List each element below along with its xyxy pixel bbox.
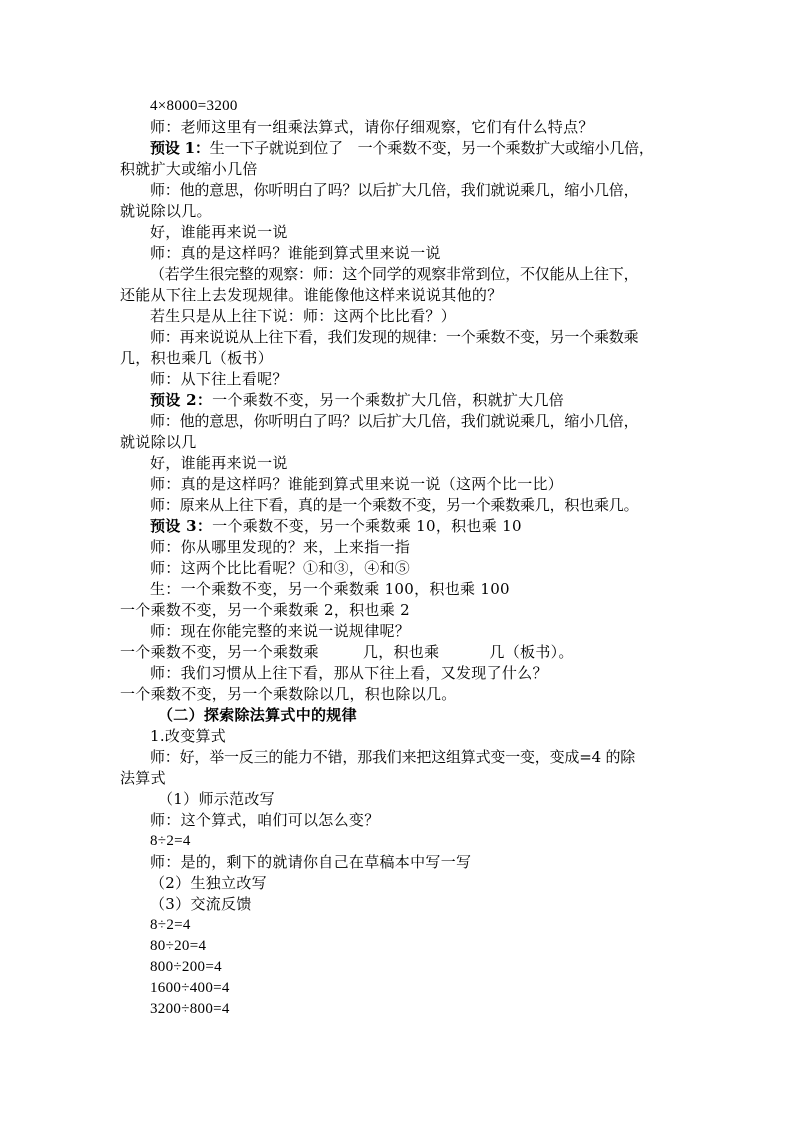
- text-line: 好，谁能再来说一说: [150, 223, 288, 241]
- text-line: 师：原来从上往下看，真的是一个乘数不变，另一个乘数乘几，积也乘几。: [150, 496, 639, 514]
- preset-text: 生一下子就说到位了 一个乘数不变，另一个乘数扩大或缩小几倍，: [209, 139, 654, 157]
- equation-line: 1600÷400=4: [150, 980, 230, 996]
- text-line: （1）师示范改写: [158, 790, 275, 808]
- text-line: 若生只是从上往下说：师：这两个比比看？）: [150, 307, 457, 325]
- text-line: 积就扩大或缩小几倍: [120, 160, 258, 178]
- equation-line: 8÷2=4: [150, 917, 191, 933]
- text-line: 师：老师这里有一组乘法算式，请你仔细观察，它们有什么特点？: [150, 118, 594, 136]
- equation-line: 4×8000=3200: [150, 98, 238, 114]
- preset-text: 一个乘数不变，另一个乘数扩大几倍，积就扩大几倍: [212, 391, 565, 409]
- text-line: 师：他的意思，你听明白了吗？以后扩大几倍，我们就说乘几，缩小几倍，: [150, 181, 639, 199]
- text-line: 师：这两个比比看呢？①和③，④和⑤: [150, 559, 411, 577]
- text-line: 师：是的，剩下的就请你自己在草稿本中写一写: [150, 853, 472, 871]
- preset-label: 预设 2：: [150, 391, 213, 409]
- section-heading: （二）探索除法算式中的规律: [158, 706, 357, 724]
- text-line: 一个乘数不变，另一个乘数除以几，积也除以几。: [120, 685, 457, 703]
- text-line: 1.改变算式: [150, 727, 227, 745]
- text-line: 几，积也乘几（板书）: [120, 349, 274, 367]
- text-line: 师：这个算式，咱们可以怎么变？: [150, 811, 380, 829]
- text-line: 师：再来说说从上往下看，我们发现的规律：一个乘数不变，另一个乘数乘: [150, 328, 639, 346]
- preset-label: 预设 3：: [150, 517, 213, 535]
- text-line: 师：现在你能完整的来说一说规律呢？: [150, 622, 411, 640]
- text-line: 一个乘数不变，另一个乘数乘 2，积也乘 2: [120, 601, 410, 619]
- text-line: 师：真的是这样吗？谁能到算式里来说一说（这两个比一比）: [150, 475, 564, 493]
- text-line: 师：你从哪里发现的？来，上来指一指: [150, 538, 411, 556]
- text-line: （若学生很完整的观察：师：这个同学的观察非常到位，不仅能从上往下，: [150, 265, 639, 283]
- text-line: （3）交流反馈: [150, 895, 252, 913]
- preset-line: [150, 390, 710, 410]
- preset-line: [150, 138, 710, 158]
- text-line: 师：真的是这样吗？谁能到算式里来说一说: [150, 244, 441, 262]
- text-line: 师：好，举一反三的能力不错，那我们来把这组算式变一变，变成=4 的除: [150, 748, 636, 766]
- text-line: 师：我们习惯从上往下看，那从下往上看，又发现了什么？: [150, 664, 548, 682]
- text-line: 就说除以几: [120, 433, 197, 451]
- text-line: （2）生独立改写: [150, 874, 267, 892]
- fill-in-line: [120, 642, 680, 662]
- text-line: 生：一个乘数不变，另一个乘数乘 100，积也乘 100: [150, 580, 510, 598]
- fill-in-part: 一个乘数不变，另一个乘数乘: [120, 643, 319, 661]
- fill-in-part: 几（板书）。: [489, 643, 574, 661]
- text-line: 师：他的意思，你听明白了吗？以后扩大几倍，我们就说乘几，缩小几倍，: [150, 412, 639, 430]
- text-line: 好，谁能再来说一说: [150, 454, 288, 472]
- preset-text: 一个乘数不变，另一个乘数乘 10，积也乘 10: [212, 517, 522, 535]
- equation-line: 8÷2=4: [150, 833, 191, 849]
- text-line: 法算式: [120, 769, 166, 787]
- equation-line: 80÷20=4: [150, 938, 207, 954]
- text-line: 就说除以几。: [120, 202, 212, 220]
- equation-line: 3200÷800=4: [150, 1001, 230, 1017]
- preset-label: 预设 1：: [150, 139, 210, 157]
- text-line: 师：从下往上看呢？: [150, 370, 288, 388]
- text-line: 还能从下往上去发现规律。谁能像他这样来说说其他的？: [120, 286, 503, 304]
- fill-in-part: 几，积也乘: [362, 643, 440, 661]
- equation-line: 800÷200=4: [150, 959, 222, 975]
- preset-line: [150, 516, 710, 536]
